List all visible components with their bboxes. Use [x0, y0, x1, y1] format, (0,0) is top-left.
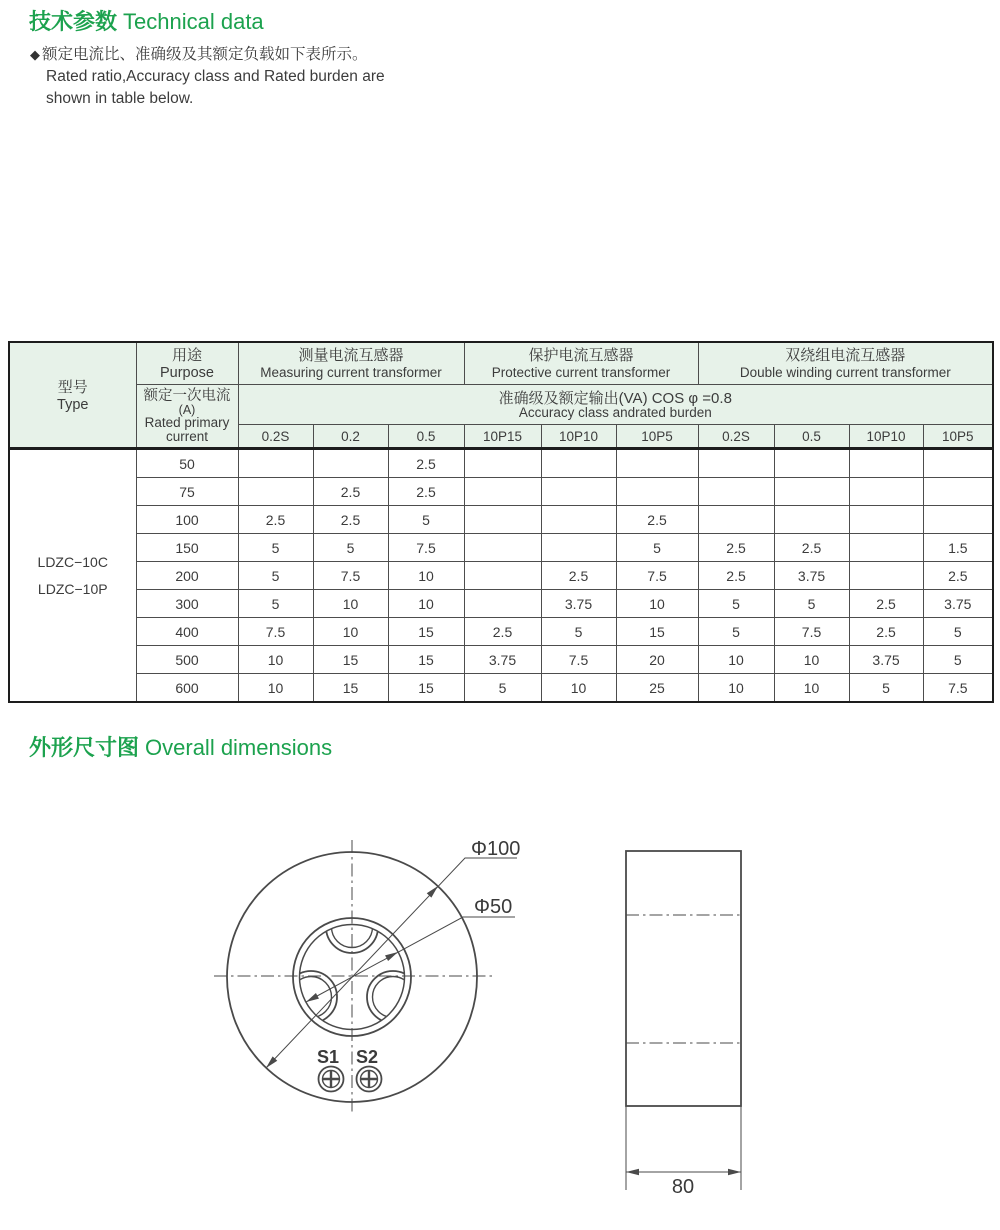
burden-value-cell: 7.5: [388, 534, 464, 562]
primary-current-value-cell: 100: [136, 506, 238, 534]
burden-value-cell: 10: [313, 590, 388, 618]
burden-value-cell: 10: [698, 674, 774, 703]
burden-value-cell: 3.75: [464, 646, 541, 674]
dimension-drawing: [0, 800, 1000, 1230]
double-winding-group-en: Double winding current transformer: [739, 365, 951, 380]
table-row: [9, 674, 993, 703]
burden-value-cell: 10: [313, 618, 388, 646]
primary-current-en2: current: [165, 428, 209, 444]
burden-value-cell: 2.5: [698, 562, 774, 590]
burden-value-cell: 10: [698, 646, 774, 674]
primary-current-value-cell: 500: [136, 646, 238, 674]
class-col-header: 0.2S: [698, 425, 774, 449]
burden-value-cell: 20: [616, 646, 698, 674]
burden-value-cell: [698, 449, 774, 478]
burden-value-cell: 5: [238, 590, 313, 618]
burden-value-cell: [923, 449, 993, 478]
primary-current-zh: 额定一次电流: [143, 387, 231, 404]
burden-value-cell: 5: [464, 674, 541, 703]
technical-data-heading-zh: 技术参数: [29, 9, 118, 34]
burden-value-cell: 5: [238, 562, 313, 590]
burden-value-cell: [238, 449, 313, 478]
burden-value-cell: [541, 449, 616, 478]
primary-current-unit: (A): [178, 402, 196, 417]
burden-value-cell: [238, 478, 313, 506]
burden-value-cell: 2.5: [313, 478, 388, 506]
burden-value-cell: 3.75: [923, 590, 993, 618]
class-col-header: 10P5: [616, 425, 698, 449]
width-arrow-left: [626, 1169, 639, 1175]
primary-current-en1: Rated primary: [144, 414, 230, 430]
type-header-zh: 型号: [57, 378, 88, 396]
purpose-header-en: Purpose: [159, 365, 214, 381]
burden-value-cell: [849, 534, 923, 562]
class-col-header: 0.2: [313, 425, 388, 449]
burden-value-cell: [923, 506, 993, 534]
table-row: [9, 618, 993, 646]
burden-value-cell: 2.5: [313, 506, 388, 534]
header-row-2: [9, 385, 993, 425]
burden-value-cell: 10: [541, 674, 616, 703]
burden-value-cell: [464, 478, 541, 506]
protective-group-header: [464, 342, 698, 385]
width-arrow-right: [728, 1169, 741, 1175]
intro-text-zh: 额定电流比、准确级及其额定负载如下表所示。: [42, 46, 368, 63]
burden-value-cell: 5: [698, 590, 774, 618]
burden-value-cell: [849, 478, 923, 506]
burden-value-cell: 10: [388, 562, 464, 590]
intro-line-en1: Rated ratio,Accuracy class and Rated burden are: [46, 68, 385, 85]
type-header: [9, 342, 136, 449]
burden-value-cell: 5: [313, 534, 388, 562]
burden-value-cell: 10: [388, 590, 464, 618]
class-col-header: 10P5: [923, 425, 993, 449]
burden-value-cell: 2.5: [774, 534, 849, 562]
accuracy-header: [238, 385, 993, 425]
overall-dimensions-heading-en: Overall dimensions: [145, 735, 333, 760]
burden-value-cell: 5: [923, 646, 993, 674]
burden-value-cell: 3.75: [541, 590, 616, 618]
burden-value-cell: [464, 534, 541, 562]
class-col-header: 10P15: [464, 425, 541, 449]
burden-value-cell: 5: [774, 590, 849, 618]
burden-value-cell: 7.5: [923, 674, 993, 703]
burden-value-cell: 7.5: [616, 562, 698, 590]
intro-paragraph: [30, 44, 385, 110]
side-view-body: [626, 851, 741, 1106]
technical-data-heading-en: Technical data: [123, 9, 264, 34]
primary-current-value-cell: 400: [136, 618, 238, 646]
burden-value-cell: 7.5: [774, 618, 849, 646]
table-row: [9, 478, 993, 506]
primary-current-value-cell: 600: [136, 674, 238, 703]
burden-value-cell: [774, 478, 849, 506]
burden-value-cell: 2.5: [849, 590, 923, 618]
class-col-header: 0.5: [388, 425, 464, 449]
header-row-1: [9, 342, 993, 385]
burden-value-cell: 2.5: [464, 618, 541, 646]
class-col-header: 10P10: [849, 425, 923, 449]
accuracy-header-en: Accuracy class andrated burden: [518, 404, 712, 420]
burden-value-cell: [849, 506, 923, 534]
terminal-screw-s2: [357, 1067, 382, 1092]
burden-value-cell: 2.5: [541, 562, 616, 590]
burden-value-cell: 5: [923, 618, 993, 646]
burden-value-cell: 5: [388, 506, 464, 534]
class-col-header: 0.5: [774, 425, 849, 449]
burden-value-cell: 25: [616, 674, 698, 703]
burden-value-cell: 3.75: [774, 562, 849, 590]
phi100-dimension-line: [266, 858, 517, 1068]
burden-value-cell: 10: [238, 646, 313, 674]
burden-value-cell: 1.5: [923, 534, 993, 562]
burden-value-cell: 2.5: [238, 506, 313, 534]
burden-value-cell: [923, 478, 993, 506]
burden-value-cell: [849, 562, 923, 590]
burden-value-cell: 5: [698, 618, 774, 646]
burden-value-cell: [464, 590, 541, 618]
type-header-en: Type: [57, 396, 89, 413]
spec-table: [8, 341, 994, 703]
burden-value-cell: 10: [616, 590, 698, 618]
burden-value-cell: 15: [313, 646, 388, 674]
burden-value-cell: 7.5: [238, 618, 313, 646]
primary-current-header: [136, 385, 238, 449]
burden-value-cell: 5: [541, 618, 616, 646]
phi50-label: Φ50: [474, 896, 513, 918]
protective-group-en: Protective current transformer: [491, 365, 671, 380]
terminal-s1-label: S1: [317, 1047, 340, 1067]
table-row: [9, 590, 993, 618]
class-col-header: 0.2S: [238, 425, 313, 449]
measuring-group-zh: 测量电流互感器: [298, 347, 404, 364]
purpose-header-zh: 用途: [171, 347, 202, 364]
phi100-label: Φ100: [471, 838, 521, 860]
type-value-line: LDZC−10C: [37, 553, 108, 570]
burden-value-cell: 2.5: [388, 478, 464, 506]
type-value-line: LDZC−10P: [37, 580, 108, 597]
table-row: [9, 449, 993, 478]
burden-value-cell: [464, 562, 541, 590]
overall-dimensions-heading-zh: 外形尺寸图: [29, 735, 140, 760]
burden-value-cell: 5: [849, 674, 923, 703]
burden-value-cell: 10: [238, 674, 313, 703]
table-row: [9, 646, 993, 674]
burden-value-cell: 15: [313, 674, 388, 703]
burden-value-cell: 2.5: [388, 449, 464, 478]
technical-data-heading: [29, 9, 264, 35]
burden-value-cell: 2.5: [616, 506, 698, 534]
intro-line-zh: [30, 44, 385, 66]
overall-dimensions-heading: [29, 735, 332, 761]
burden-value-cell: 2.5: [923, 562, 993, 590]
accuracy-header-zh: 准确级及额定输出(VA) COS φ =0.8: [498, 389, 732, 407]
burden-value-cell: 3.75: [849, 646, 923, 674]
diamond-bullet-icon: ◆: [30, 47, 40, 62]
burden-value-cell: [313, 449, 388, 478]
burden-value-cell: [541, 506, 616, 534]
table-row: [9, 506, 993, 534]
class-col-header: 10P10: [541, 425, 616, 449]
burden-value-cell: 15: [388, 618, 464, 646]
width-80-label: 80: [671, 1176, 695, 1198]
primary-current-value-cell: 300: [136, 590, 238, 618]
burden-value-cell: [698, 478, 774, 506]
burden-value-cell: 5: [238, 534, 313, 562]
purpose-header: [136, 342, 238, 385]
primary-current-value-cell: 200: [136, 562, 238, 590]
measuring-group-header: [238, 342, 464, 385]
burden-value-cell: [774, 449, 849, 478]
burden-value-cell: [774, 506, 849, 534]
terminal-s2-label: S2: [356, 1047, 379, 1067]
burden-value-cell: 2.5: [849, 618, 923, 646]
burden-value-cell: 7.5: [541, 646, 616, 674]
primary-current-value-cell: 150: [136, 534, 238, 562]
measuring-group-en: Measuring current transformer: [260, 365, 442, 380]
burden-value-cell: [616, 478, 698, 506]
burden-value-cell: [541, 478, 616, 506]
double-winding-group-zh: 双绕组电流互感器: [785, 347, 906, 364]
burden-value-cell: 2.5: [698, 534, 774, 562]
protective-group-zh: 保护电流互感器: [528, 347, 634, 364]
burden-value-cell: [464, 506, 541, 534]
burden-value-cell: [464, 449, 541, 478]
burden-value-cell: 15: [388, 646, 464, 674]
terminal-screw-s1: [319, 1067, 344, 1092]
table-row: [9, 562, 993, 590]
burden-value-cell: 15: [388, 674, 464, 703]
burden-value-cell: 10: [774, 674, 849, 703]
table-row: [9, 534, 993, 562]
double-winding-group-header: [698, 342, 993, 385]
burden-value-cell: 10: [774, 646, 849, 674]
primary-current-value-cell: 50: [136, 449, 238, 478]
burden-value-cell: [541, 534, 616, 562]
burden-value-cell: [616, 449, 698, 478]
burden-value-cell: 7.5: [313, 562, 388, 590]
intro-line-en2: shown in table below.: [46, 90, 194, 107]
burden-value-cell: [698, 506, 774, 534]
primary-current-value-cell: 75: [136, 478, 238, 506]
type-value-cell: [9, 449, 136, 703]
burden-value-cell: [849, 449, 923, 478]
burden-value-cell: 15: [616, 618, 698, 646]
burden-value-cell: 5: [616, 534, 698, 562]
